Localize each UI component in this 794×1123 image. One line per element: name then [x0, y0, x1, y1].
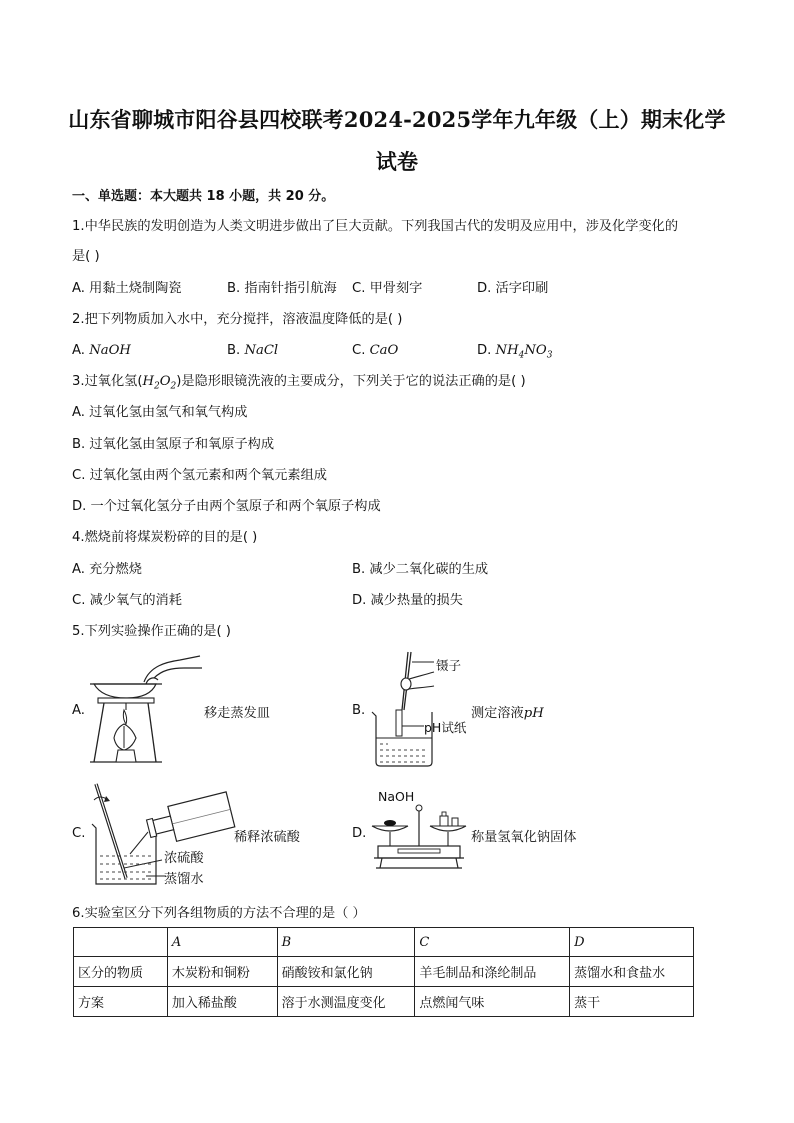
- table-header-cell: C: [415, 928, 570, 957]
- q2-option-a: [72, 342, 131, 360]
- q2-stem: 2.把下列物质加入水中，充分搅拌，溶液温度降低的是( ): [72, 312, 403, 327]
- table-header-cell: D: [570, 928, 694, 957]
- table-cell: 溶于水测温度变化: [277, 987, 415, 1017]
- table-cell: 硝酸铵和氯化钠: [277, 957, 415, 987]
- q3-stem-a: 3.过氧化氢(: [72, 374, 143, 389]
- q1-option-c: C. 甲骨刻字: [352, 281, 423, 296]
- q5-option-b-letter: B.: [352, 703, 366, 718]
- q2-option-b-formula: NaCl: [244, 343, 279, 358]
- table-cell: 区分的物质: [74, 957, 168, 987]
- exam-title-line1: 山东省聊城市阳谷县四校联考2024-2025学年九年级（上）期末化学: [68, 107, 726, 132]
- q5-b-label-ph-paper: pH试纸: [424, 720, 467, 735]
- q2-option-d: [477, 342, 552, 365]
- q5-option-a-caption: 移走蒸发皿: [204, 706, 270, 721]
- table-header-cell: [74, 928, 168, 957]
- q2-option-d-sub-a: 4: [518, 350, 525, 361]
- table-row: [74, 957, 694, 987]
- q3-stem: [72, 373, 526, 396]
- q5-stem: 5.下列实验操作正确的是( ): [72, 624, 231, 639]
- table-cell: 蒸干: [570, 987, 694, 1017]
- q1-option-a: A. 用黏土烧制陶瓷: [72, 281, 182, 296]
- q2-option-a-formula: NaOH: [89, 343, 131, 358]
- evaporation-figure: [84, 652, 204, 768]
- q4-option-b: B. 减少二氧化碳的生成: [352, 562, 489, 577]
- q1-stem-line1: 1.中华民族的发明创造为人类文明进步做出了巨大贡献。下列我国古代的发明及应用中，涉及化学变化的: [72, 219, 679, 234]
- table-cell: 方案: [74, 987, 168, 1017]
- q5-b-caption-text: 测定溶液: [471, 706, 524, 721]
- q5-d-label-naoh: NaOH: [378, 789, 415, 804]
- q2-option-d-formula-a: NH: [495, 343, 519, 358]
- q3-sub-h: 2: [154, 381, 160, 392]
- q2-option-d-letter: D.: [477, 343, 496, 358]
- q2-option-b: [227, 342, 278, 360]
- q5-c-label-acid: 浓硫酸: [164, 851, 204, 866]
- q5-option-c-caption: 稀释浓硫酸: [234, 830, 300, 845]
- dilution-figure: [86, 780, 236, 890]
- q3-formula-o: O: [159, 374, 171, 389]
- q2-option-b-letter: B.: [227, 343, 245, 358]
- q2-option-d-formula-b: NO: [524, 343, 547, 358]
- table-header-cell: B: [277, 928, 415, 957]
- balance-figure: [368, 802, 468, 878]
- q5-b-label-tweezers: 镊子: [436, 658, 462, 673]
- q3-stem-b: )是隐形眼镜洗液的主要成分，下列关于它的说法正确的是( ): [176, 374, 526, 389]
- table-cell: 点燃闻气味: [415, 987, 570, 1017]
- table-row: [74, 987, 694, 1017]
- q2-option-c-formula: CaO: [369, 343, 399, 358]
- q1-option-b: B. 指南针指引航海: [227, 281, 337, 296]
- q1-option-d: D. 活字印刷: [477, 281, 549, 296]
- q2-option-c: [352, 342, 398, 360]
- q5-option-b-caption: [471, 702, 544, 721]
- table-cell: 蒸馏水和食盐水: [570, 957, 694, 987]
- q3-option-c: C. 过氧化氢由两个氢元素和两个氧元素组成: [72, 468, 327, 483]
- ph-test-figure: [368, 650, 438, 770]
- q2-option-d-sub-b: 3: [546, 350, 553, 361]
- q2-option-a-letter: A.: [72, 343, 90, 358]
- q4-option-a: A. 充分燃烧: [72, 562, 142, 577]
- table-cell: 木炭粉和铜粉: [167, 957, 277, 987]
- q5-option-d-caption: 称量氢氧化钠固体: [471, 830, 577, 845]
- q5-b-caption-ph: pH: [523, 706, 544, 721]
- q3-option-b: B. 过氧化氢由氢原子和氧原子构成: [72, 437, 275, 452]
- q3-option-d: D. 一个过氧化氢分子由两个氢原子和两个氧原子构成: [72, 499, 381, 514]
- q1-stem-line2: 是( ): [72, 249, 100, 264]
- q3-sub-o: 2: [170, 381, 177, 392]
- q6-stem: 6.实验室区分下列各组物质的方法不合理的是（ ）: [72, 906, 366, 921]
- table-header-row: [74, 928, 694, 957]
- table-cell: 加入稀盐酸: [167, 987, 277, 1017]
- q3-option-a: A. 过氧化氢由氢气和氧气构成: [72, 405, 248, 420]
- section-heading: 一、单选题：本大题共 18 小题，共 20 分。: [72, 189, 335, 204]
- q5-c-label-water: 蒸馏水: [164, 872, 204, 887]
- q5-option-d-letter: D.: [352, 826, 367, 841]
- table-cell: 羊毛制品和涤纶制品: [415, 957, 570, 987]
- q4-option-c: C. 减少氧气的消耗: [72, 593, 182, 608]
- q6-comparison-table: [73, 927, 694, 1017]
- q3-formula-h: H: [142, 374, 154, 389]
- q5-option-a-letter: A.: [72, 703, 85, 718]
- q5-option-c-letter: C.: [72, 826, 86, 841]
- q4-option-d: D. 减少热量的损失: [352, 593, 463, 608]
- exam-title-line2: 试卷: [375, 149, 419, 174]
- q2-option-c-letter: C.: [352, 343, 370, 358]
- table-header-cell: A: [167, 928, 277, 957]
- q4-stem: 4.燃烧前将煤炭粉碎的目的是( ): [72, 530, 258, 545]
